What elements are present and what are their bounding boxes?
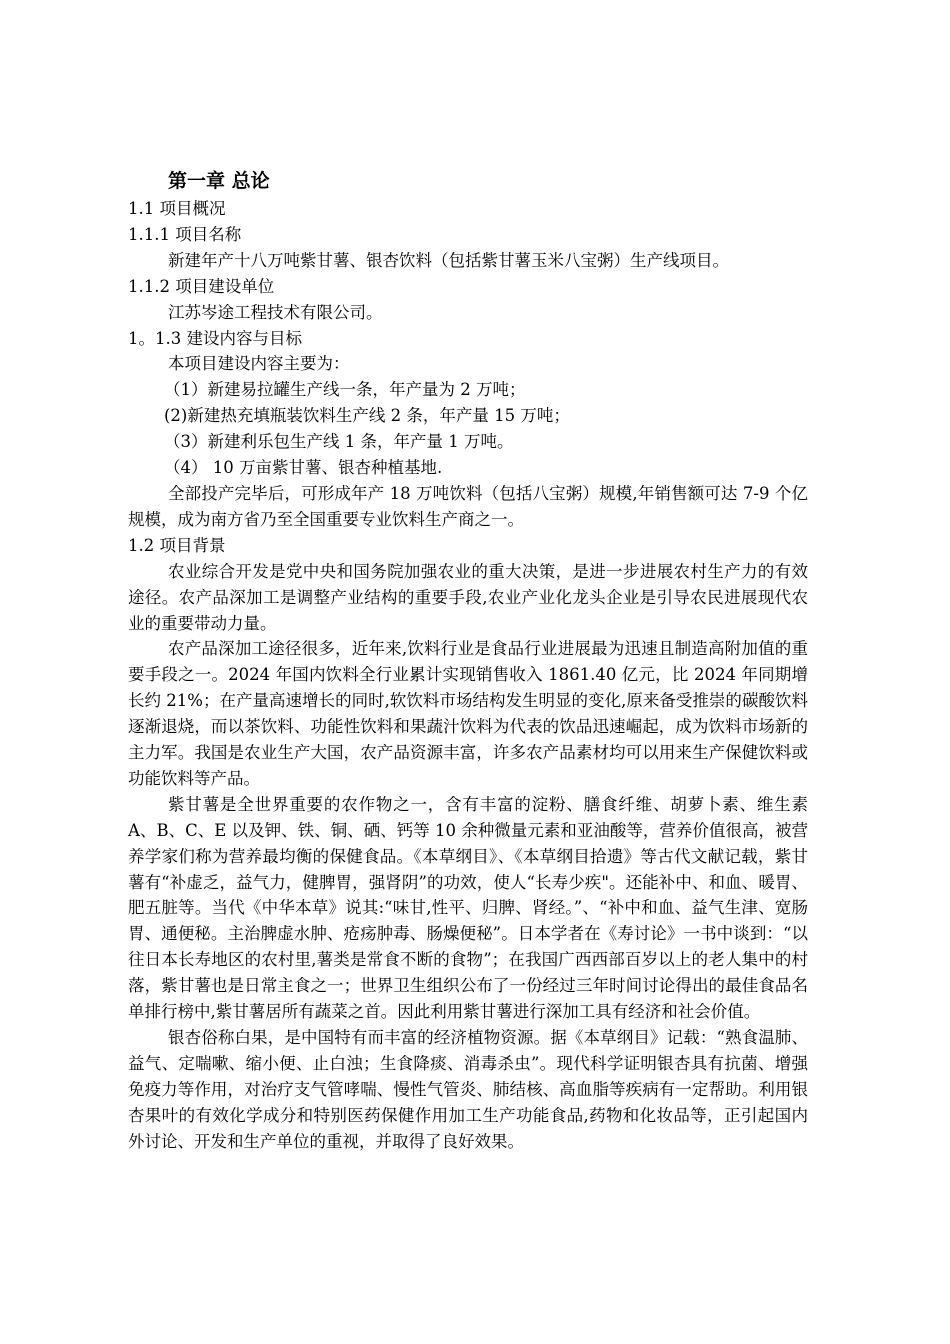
document-body: [128, 166, 808, 1155]
project-name-paragraph: 新建年产十八万吨紫甘薯、银杏饮料（包括紫甘薯玉米八宝粥）生产线项目。: [168, 250, 729, 270]
section-heading-1-1-3: 1。1.3 建设内容与目标: [128, 328, 302, 348]
goal-paragraph: 全部投产完毕后，可形成年产 18 万吨饮料（包括八宝粥）规模,年销售额可达 7-9 个亿规模，成为南方省乃至全国重要专业饮料生产商之一。: [128, 483, 808, 529]
section-heading-1-1: 1.1 项目概况: [128, 199, 226, 218]
section-heading-1-2: 1.2 项目背景: [128, 535, 226, 555]
list-item: （1）新建易拉罐生产线一条，年产量为 2 万吨；: [164, 380, 526, 400]
list-item: （3）新建利乐包生产线 1 条，年产量 1 万吨。: [164, 432, 514, 452]
section-heading-1-1-1: 1.1.1 项目名称: [128, 224, 242, 244]
list-item: (2)新建热充填瓶装饮料生产线 2 条，年产量 15 万吨；: [164, 406, 570, 426]
chapter-title: 第一章 总论: [168, 170, 270, 192]
background-paragraph-4: 银杏俗称白果，是中国特有而丰富的经济植物资源。据《本草纲目》记载：“熟食温肺、益气、定喘嗽、缩小便、止白浊；生食降痰、消毒杀虫”。现代科学证明银杏具有抗菌、增强免疫力等作用，对治疗支气管哮喘、慢性气管炎、肺结核、高血脂等疾病有一定帮助。利用银杏果叶的有效化学成分和特别医药保健作用加工生产功能食品,药物和化妆品等，正引起国内外讨论、开发和生产单位的重视，并取得了良好效果。: [128, 1028, 808, 1151]
background-paragraph-2: 农产品深加工途径很多，近年来,饮料行业是食品行业进展最为迅速且制造高附加值的重要手段之一。2024 年国内饮料全行业累计实现销售收入 1861.40 亿元，比 2024 年同期增长约 21%；在产量高速增长的同时,软饮料市场结构发生明显的变化,原来备受推崇的碳酸饮料逐渐退烧，而以茶饮料、功能性饮料和果蔬汁饮料为代表的饮品迅速崛起，成为饮料市场新的主力军。我国是农业生产大国，农产品资源丰富，许多农产品素材均可以用来生产保健饮料或功能饮料等产品。: [128, 639, 808, 788]
content-intro-paragraph: 本项目建设内容主要为：: [168, 354, 350, 374]
project-unit-paragraph: 江苏岑途工程技术有限公司。: [168, 302, 383, 322]
background-paragraph-1: 农业综合开发是党中央和国务院加强农业的重大决策，是进一步进展农村生产力的有效途径。农产品深加工是调整产业结构的重要手段,农业产业化龙头企业是引导农民进展现代农业的重要带动力量。: [128, 561, 808, 633]
background-paragraph-3: 紫甘薯是全世界重要的农作物之一，含有丰富的淀粉、膳食纤维、胡萝卜素、维生素 A、B、C、E 以及钾、铁、铜、硒、钙等 10 余种微量元素和亚油酸等，营养价值很高，被营养学家们称为营养最均衡的保健食品。《本草纲目》、《本草纲目拾遗》等古代文献记载，紫甘薯有“补虚乏，益气力，健脾胃，强肾阴”的功效，使人“长寿少疾"。还能补中、和血、暖胃、肥五脏等。当代《中华本草》说其:“味甘,性平、归脾、肾经。”、“补中和血、益气生津、宽肠胃、通便秘。主治脾虚水肿、疮疡肿毒、肠燥便秘”。日本学者在《寿讨论》一书中谈到：“以往日本长寿地区的农村里,薯类是常食不断的食物”；在我国广西西部百岁以上的老人集中的村落，紫甘薯也是日常主食之一；世界卫生组织公布了一份经过三年时间讨论得出的最佳食品名单排行榜中,紫甘薯居所有蔬菜之首。因此利用紫甘薯进行深加工具有经济和社会价值。: [128, 794, 808, 1022]
list-item: （4） 10 万亩紫甘薯、银杏种植基地.: [164, 458, 443, 478]
section-heading-1-1-2: 1.1.2 项目建设单位: [128, 276, 275, 296]
